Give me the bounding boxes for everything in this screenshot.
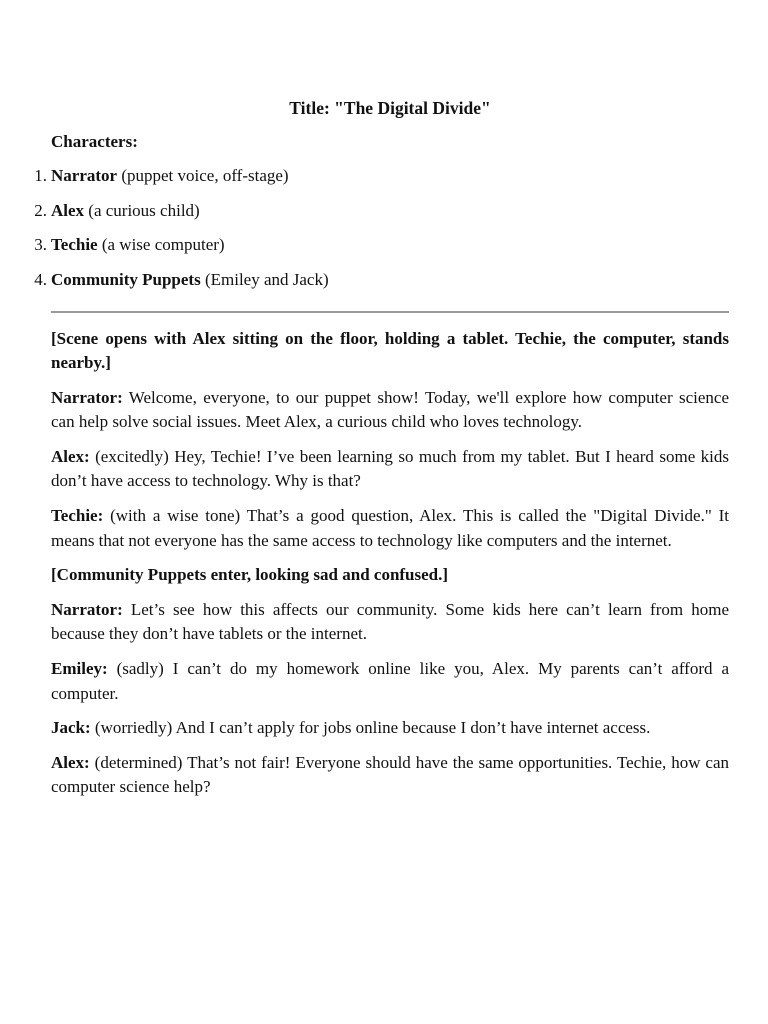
character-name: Narrator xyxy=(51,166,118,185)
character-name: Alex xyxy=(51,200,85,220)
list-number: 3. xyxy=(34,235,47,254)
dialogue-line xyxy=(51,598,729,647)
character-description: (Emiley and Jack) xyxy=(200,269,329,289)
dialogue-text: (worriedly) And I can’t apply for jobs online because I don’t have internet access. xyxy=(90,718,651,738)
dialogue-text: (determined) That’s not fair! Everyone should have the same opportunities. Techie, how can computer science help? xyxy=(51,752,729,797)
characters-heading: Characters: xyxy=(51,132,138,151)
speaker-name: Alex: xyxy=(51,752,90,772)
speaker-name: Techie: xyxy=(51,506,104,526)
speaker-name: Alex: xyxy=(51,446,90,466)
dialogue-text: (excitedly) Hey, Techie! I’ve been learning so much from my tablet. But I heard some kids don’t have access to technology. Why is that? xyxy=(51,446,729,491)
list-number: 1. xyxy=(34,166,47,185)
characters-list xyxy=(34,164,729,292)
document-page xyxy=(34,96,729,810)
character-item xyxy=(34,233,729,257)
stage-direction: [Community Puppets enter, looking sad and confused.] xyxy=(51,565,449,585)
character-name: Techie xyxy=(51,235,98,254)
dialogue-text: Let’s see how this affects our community. Some kids here can’t learn from home because they don’t have tablets or the internet. xyxy=(51,599,729,644)
speaker-name: Emiley: xyxy=(51,659,108,679)
dialogue-line xyxy=(51,504,729,553)
list-number: 4. xyxy=(34,269,47,289)
character-name: Community Puppets xyxy=(51,269,201,289)
dialogue-text: (sadly) I can’t do my homework online like you, Alex. My parents can’t afford a computer. xyxy=(51,659,729,703)
stage-direction: [Scene opens with Alex sitting on the floor, holding a tablet. Techie, the computer, stands nearby.] xyxy=(51,328,729,373)
dialogue-text: Welcome, everyone, to our puppet show! Today, we'll explore how computer science can help solve social issues. Meet Alex, a curious child who loves technology. xyxy=(51,387,729,432)
character-item xyxy=(34,164,729,188)
dialogue-text: (with a wise tone) That’s a good question, Alex. This is called the "Digital Divide." It means that not everyone has the same access to technology like computers and the internet. xyxy=(51,506,729,550)
dialogue-line xyxy=(51,716,729,741)
section-divider xyxy=(51,311,729,313)
dialogue-line xyxy=(51,751,729,800)
page-title: Title: "The Digital Divide" xyxy=(289,98,491,118)
list-number: 2. xyxy=(34,200,47,220)
character-description: (a wise computer) xyxy=(97,235,225,254)
dialogue-line xyxy=(51,386,729,435)
character-description: (puppet voice, off-stage) xyxy=(117,166,289,185)
speaker-name: Jack: xyxy=(51,718,91,738)
speaker-name: Narrator: xyxy=(51,599,123,619)
character-description: (a curious child) xyxy=(84,200,200,220)
speaker-name: Narrator: xyxy=(51,387,123,407)
dialogue-line xyxy=(51,445,729,494)
character-item xyxy=(34,199,729,223)
dialogue-line xyxy=(51,657,729,706)
character-item xyxy=(34,268,729,292)
